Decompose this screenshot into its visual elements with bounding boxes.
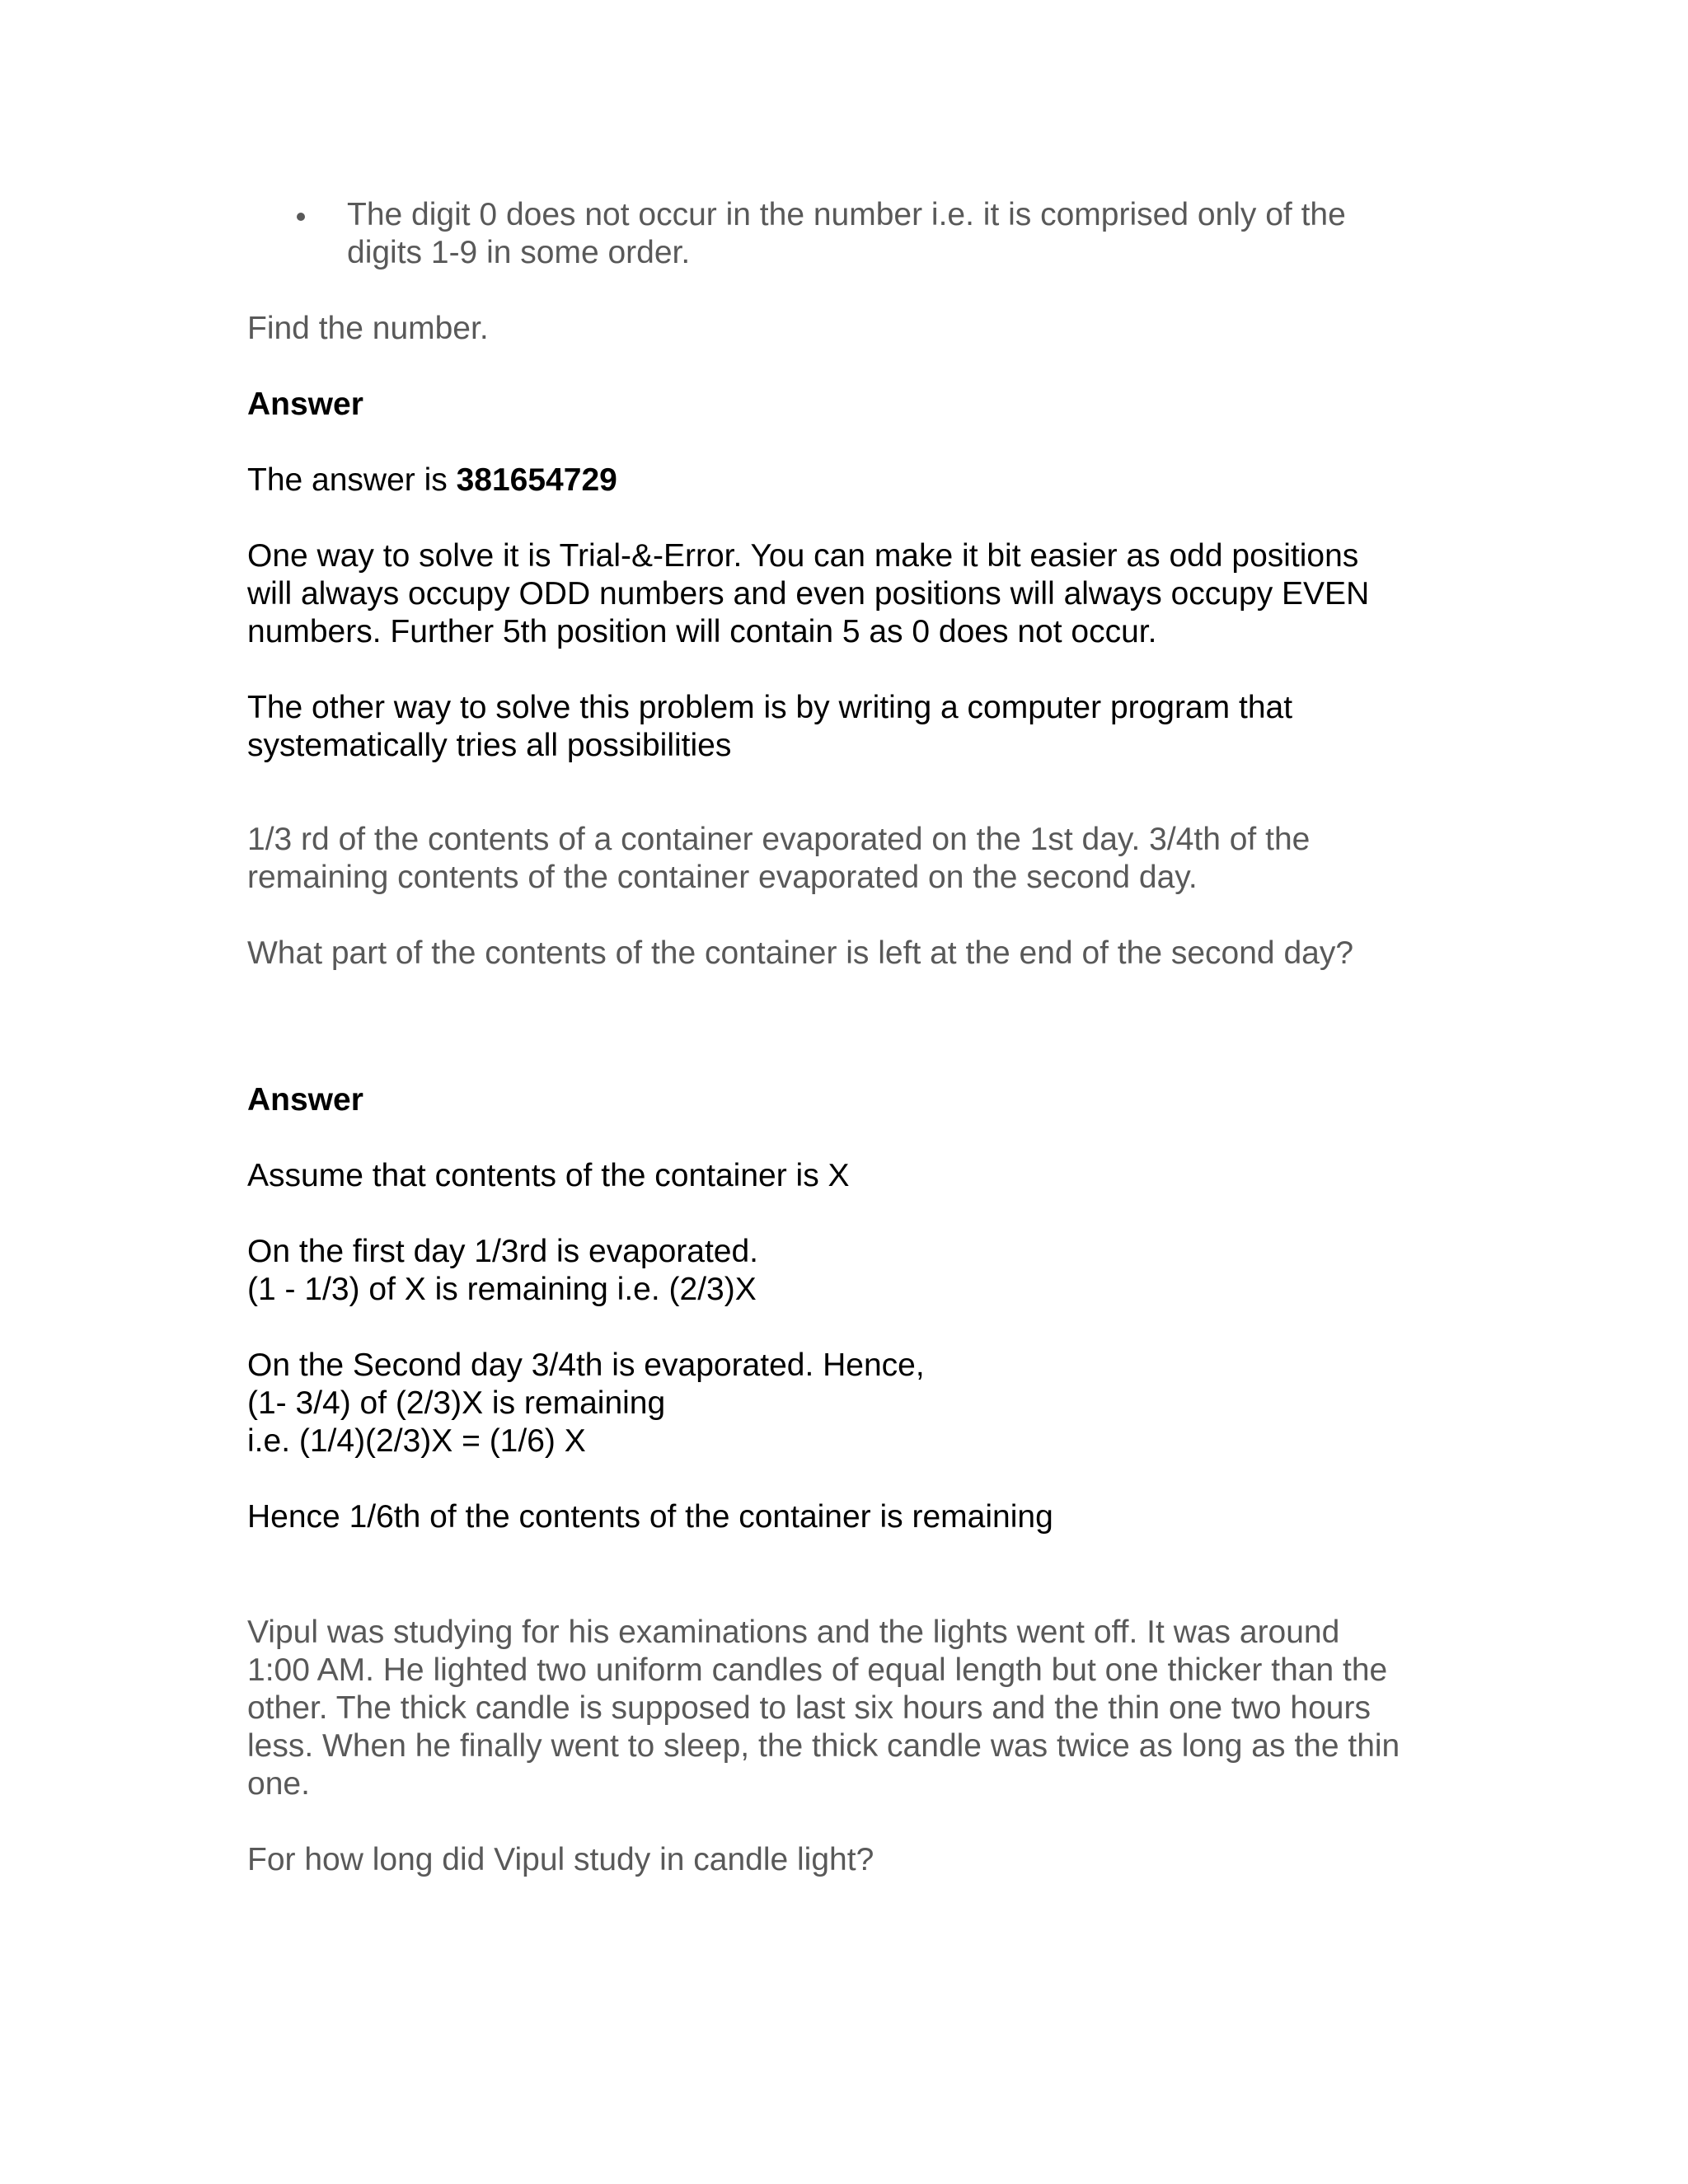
bullet-text-line-1: The digit 0 does not occur in the number i.e. it is comprised only of the: [347, 197, 1346, 232]
solution-para-2-line-2: systematically tries all possibilities: [247, 728, 732, 763]
answer-value: 381654729: [456, 462, 617, 498]
day2-line-3: i.e. (1/4)(2/3)X = (1/6) X: [247, 1423, 586, 1459]
question-3-ask: For how long did Vipul study in candle light?: [247, 1842, 874, 1877]
question-3-line-4: less. When he finally went to sleep, the thick candle was twice as long as the thin: [247, 1728, 1400, 1764]
find-number-text: Find the number.: [247, 311, 489, 346]
question-2-ask: What part of the contents of the container is left at the end of the second day?: [247, 935, 1354, 971]
answer-prefix: The answer is: [247, 462, 457, 498]
answer-heading-2: Answer: [247, 1082, 363, 1118]
assume-text: Assume that contents of the container is X: [247, 1158, 850, 1193]
day1-line-2: (1 - 1/3) of X is remaining i.e. (2/3)X: [247, 1272, 757, 1307]
answer-statement: [247, 462, 617, 499]
question-3-line-3: other. The thick candle is supposed to last six hours and the thin one two hours: [247, 1690, 1371, 1726]
question-3-line-5: one.: [247, 1766, 310, 1802]
question-2-line-2: remaining contents of the container evaporated on the second day.: [247, 860, 1198, 895]
solution-para-1-line-2: will always occupy ODD numbers and even positions will always occupy EVEN: [247, 576, 1370, 612]
question-3-line-1: Vipul was studying for his examinations and the lights went off. It was around: [247, 1615, 1340, 1650]
question-3-line-2: 1:00 AM. He lighted two uniform candles of equal length but one thicker than the: [247, 1652, 1388, 1688]
bullet-text-line-2: digits 1-9 in some order.: [347, 235, 691, 270]
day2-line-2: (1- 3/4) of (2/3)X is remaining: [247, 1385, 666, 1421]
solution-para-1-line-1: One way to solve it is Trial-&-Error. You can make it bit easier as odd positions: [247, 538, 1359, 574]
answer-heading-1: Answer: [247, 387, 363, 422]
day1-line-1: On the first day 1/3rd is evaporated.: [247, 1234, 759, 1269]
day2-line-1: On the Second day 3/4th is evaporated. Hence,: [247, 1347, 925, 1383]
bullet-icon: [297, 213, 305, 221]
solution-para-1-line-3: numbers. Further 5th position will contain 5 as 0 does not occur.: [247, 614, 1157, 649]
solution-para-2-line-1: The other way to solve this problem is by writing a computer program that: [247, 690, 1293, 725]
conclusion-text: Hence 1/6th of the contents of the container is remaining: [247, 1499, 1053, 1535]
question-2-line-1: 1/3 rd of the contents of a container evaporated on the 1st day. 3/4th of the: [247, 822, 1311, 857]
